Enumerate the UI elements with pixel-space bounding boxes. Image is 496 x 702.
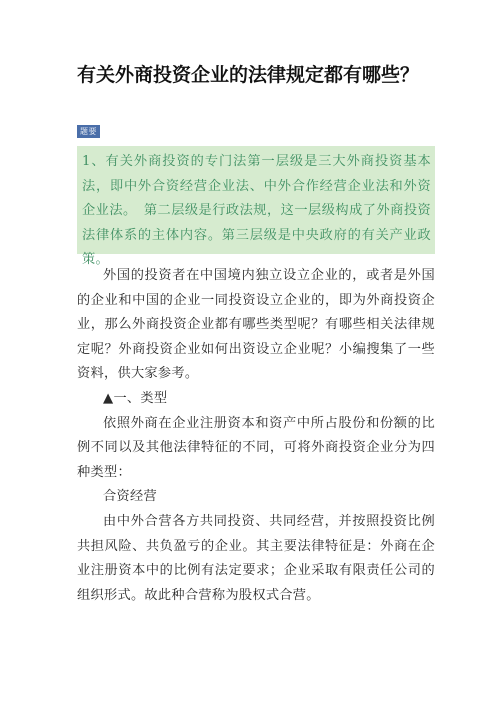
document-title: 有关外商投资企业的法律规定都有哪些？ [76,64,419,86]
intro-paragraph: 外国的投资者在中国境内独立设立企业的，或者是外国的企业和中国的企业一同投资设立企业的，即为外商投资企业，那么外商投资企业都有哪些类型呢？有哪些相关法律规定呢？外商投资企业如何出资设立企业呢？小编搜集了一些资料，供大家参考。 [77,268,435,382]
document-body [77,264,435,608]
summary-text: 1、有关外商投资的专门法第一层级是三大外商投资基本法，即中外合资经营企业法、中外合作经营企业法和外资企业法。 第二层级是行政法规，这一层级构成了外商投资法律体系的主体内容。第三层级是中央政府的有关产业政策。 [82,154,431,267]
summary-box [77,146,435,267]
types-paragraph: 依照外商在企业注册资本和资产中所占股份和份额的比例不同以及其他法律特征的不同，可将外商投资企业分为四种类型： [77,415,435,480]
joint-venture-paragraph: 由中外合营各方共同投资、共同经营，并按照投资比例共担风险、共负盈亏的企业。其主要法律特征是：外商在企业注册资本中的比例有法定要求；企业采取有限责任公司的组织形式。故此种合营称为股权式合营。 [77,513,435,603]
section-heading-types: ▲一、类型 [103,390,168,406]
subheading-joint-venture: 合资经营 [103,489,157,505]
summary-label-badge: 题要 [77,125,100,138]
